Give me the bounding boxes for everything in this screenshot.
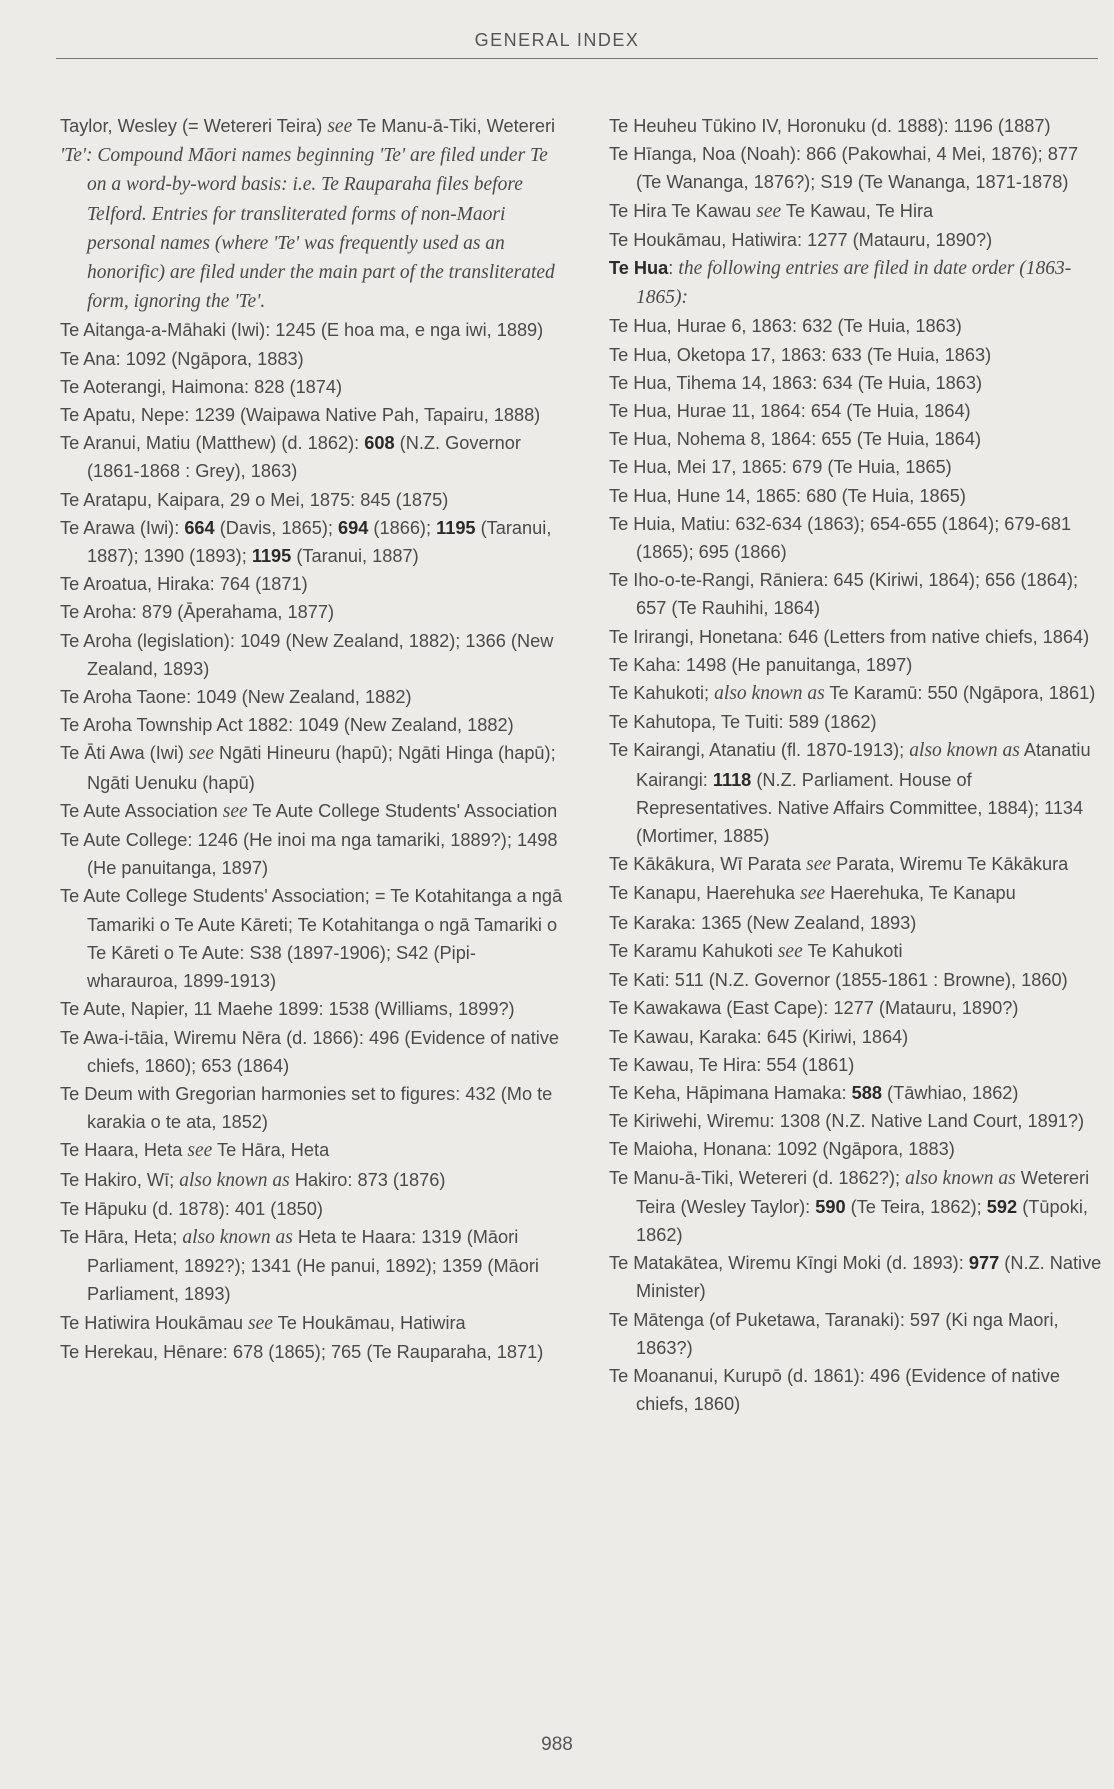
index-entry — [609, 966, 1104, 994]
index-entry-text: Te Houkāmau, Hatiwira — [272, 1312, 466, 1333]
header-rule — [56, 58, 1098, 59]
index-entry — [609, 254, 1104, 312]
index-entry — [60, 373, 565, 401]
index-entry-text: Te Aroha: 879 (Āperahama, 1877) — [60, 602, 335, 623]
index-entry — [60, 486, 565, 514]
index-entry-text: Te Moananui, Kurupō (d. 1861): 496 (Evidence of native chiefs, 1860) — [609, 1365, 1060, 1415]
index-entry — [60, 141, 565, 316]
index-entry-text: Te Aute College Students' Association — [247, 800, 558, 821]
page-number: 988 — [541, 1734, 573, 1755]
index-entry-text: Te Karaka: 1365 (New Zealand, 1893) — [609, 912, 917, 933]
index-entry-text: : — [668, 258, 679, 279]
index-entry — [60, 1136, 565, 1165]
index-entry-text: Te Kawau, Te Hira — [781, 200, 934, 221]
index-entry-text: (N.Z. Parliament. House of Representatives. Native Affairs Committee, 1884); 1134 (Mortimer, 1885) — [636, 769, 1084, 847]
index-entry — [609, 341, 1104, 369]
index-entry-italic: see — [756, 200, 782, 222]
index-entry-italic: see — [327, 116, 353, 137]
index-entry — [60, 995, 565, 1023]
index-entry-text: Te Hua, Oketopa 17, 1863: 633 (Te Huia, 1863) — [609, 344, 992, 365]
index-entry-bold: 1118 — [712, 769, 752, 790]
index-entry — [609, 1164, 1104, 1250]
index-entry-text: Te Kawau, Karaka: 645 (Kiriwi, 1864) — [609, 1026, 909, 1047]
index-entry-bold: 977 — [968, 1253, 1000, 1274]
index-entry-text: Te Kahukoti — [802, 940, 903, 961]
index-entry — [60, 1195, 565, 1223]
index-entry — [60, 683, 565, 711]
index-entry — [609, 1362, 1104, 1418]
index-entry — [609, 226, 1104, 254]
index-entry-text: Te Keha, Hāpimana Hamaka: — [609, 1082, 852, 1103]
index-entry-italic: see — [187, 1140, 213, 1162]
index-entry-bold: 592 — [986, 1196, 1018, 1217]
index-entry-italic: also known as — [179, 1169, 290, 1191]
index-entry — [609, 679, 1104, 708]
index-entry-text: Wetereri Teira (Wesley Taylor): — [636, 1167, 1090, 1217]
index-entry — [60, 627, 565, 683]
index-entry — [60, 514, 565, 570]
index-column-right — [609, 112, 1104, 1418]
running-header: GENERAL INDEX — [474, 30, 640, 50]
index-entry-italic: see — [222, 800, 248, 822]
index-entry — [60, 401, 565, 429]
index-entry-text: (N.Z. Governor (1861-1868 : Grey), 1863) — [87, 433, 521, 482]
index-entry-text: Taylor, Wesley (= Wetereri Teira) — [60, 116, 328, 136]
index-entry — [60, 316, 565, 344]
index-entry — [609, 112, 1104, 140]
index-entry — [609, 850, 1104, 879]
index-entry — [609, 312, 1104, 340]
index-entry-text: Te Irirangi, Honetana: 646 (Letters from native chiefs, 1864) — [609, 626, 1090, 647]
index-entry-text: Te Aroha Taone: 1049 (New Zealand, 1882) — [60, 687, 412, 708]
index-entry-text: Te Hatiwira Houkāmau — [60, 1312, 249, 1333]
index-entry-text: Te Heuheu Tūkino IV, Horonuku (d. 1888): 1196 (1887) — [609, 116, 1051, 136]
index-entry — [609, 623, 1104, 651]
index-entry-italic: the following entries are filed in date order (1863-1865): — [636, 258, 1072, 309]
index-entry-text: Te Apatu, Nepe: 1239 (Waipawa Native Pah, Tapairu, 1888) — [60, 405, 541, 426]
index-entry-text: (N.Z. Native Minister) — [636, 1253, 1102, 1302]
index-entry-bold: 664 — [184, 517, 215, 538]
index-entry-text: Te Hua, Hune 14, 1865: 680 (Te Huia, 1865) — [609, 485, 966, 506]
index-entry-text: Te Kaha: 1498 (He panuitanga, 1897) — [609, 654, 913, 675]
index-entry — [60, 1223, 565, 1309]
index-entry-text: Te Hīanga, Noa (Noah): 866 (Pakowhai, 4 Mei, 1876); 877 (Te Wananga, 1876?); S19 (Te Wananga, 1871-1878) — [609, 144, 1079, 193]
index-entry-text: Te Hua, Nohema 8, 1864: 655 (Te Huia, 1864) — [609, 429, 982, 450]
index-entry-text: Te Aute Association — [60, 800, 223, 821]
index-entry-bold: 1195 — [251, 546, 292, 567]
index-entry-text: Te Hua, Mei 17, 1865: 679 (Te Huia, 1865) — [609, 457, 952, 478]
index-entry-text: Te Hāpuku (d. 1878): 401 (1850) — [60, 1198, 323, 1219]
index-entry-text: (Tāwhiao, 1862) — [882, 1082, 1019, 1103]
index-entry-text: Te Hua, Hurae 6, 1863: 632 (Te Huia, 1863) — [609, 316, 962, 337]
index-entry — [60, 1024, 565, 1080]
index-entry-text: Te Manu-ā-Tiki, Wetereri — [352, 116, 556, 136]
index-entry-text: Te Herekau, Hēnare: 678 (1865); 765 (Te Rauparaha, 1871) — [60, 1341, 544, 1362]
index-entry-text: (Te Teira, 1862); — [845, 1196, 987, 1217]
index-entry — [609, 736, 1104, 850]
index-entry-text: (Taranui, 1887); 1390 (1893); — [87, 517, 552, 567]
index-entry-text: Te Deum with Gregorian harmonies set to figures: 432 (Mo te karakia o te ata, 1852) — [60, 1083, 553, 1133]
index-entry-italic: see — [248, 1312, 273, 1334]
index-entry-text: Te Awa-i-tāia, Wiremu Nēra (d. 1866): 496 (Evidence of native chiefs, 1860); 653 (1864) — [60, 1027, 560, 1076]
index-entry-text: Te Aratapu, Kaipara, 29 o Mei, 1875: 845 (1875) — [60, 489, 449, 510]
index-entry — [60, 1309, 565, 1338]
index-entry-text: Te Manu-ā-Tiki, Wetereri (d. 1862?); — [609, 1167, 906, 1188]
index-entry-italic: see — [800, 883, 826, 905]
index-entry-text: Te Kahukoti; — [609, 683, 715, 704]
index-entry-text: Heta te Haara: 1319 (Māori Parliament, 1892?); 1341 (He panui, 1892); 1359 (Māori Parliament, 1893) — [87, 1226, 539, 1305]
index-entry-text: Ngāti Hineuru (hapū); Ngāti Hinga (hapū); Ngāti Uenuku (hapū) — [87, 743, 556, 793]
index-entry-text: Te Kākākura, Wī Parata — [609, 854, 807, 875]
index-entry — [60, 1338, 565, 1366]
index-entry — [609, 1107, 1104, 1135]
index-entry-text: Te Aute, Napier, 11 Maehe 1899: 1538 (Williams, 1899?) — [60, 999, 515, 1020]
index-entry-bold: 590 — [815, 1196, 846, 1217]
index-entry-text: Hakiro: 873 (1876) — [289, 1169, 446, 1190]
index-entry — [60, 345, 565, 373]
index-entry — [60, 797, 565, 826]
index-entry-text: Te Kairangi, Atanatiu (fl. 1870-1913); — [609, 740, 910, 761]
index-entry-text: Te Karamū: 550 (Ngāpora, 1861) — [824, 683, 1096, 704]
index-entry-text: Te Hakiro, Wī; — [60, 1169, 180, 1190]
index-entry-text: Te Ana: 1092 (Ngāpora, 1883) — [60, 348, 304, 369]
index-entry-text: Te Hāra, Heta; — [60, 1226, 183, 1247]
index-entry-text: Te Kanapu, Haerehuka — [609, 883, 801, 904]
index-entry — [60, 1080, 565, 1136]
index-entry — [609, 1023, 1104, 1051]
index-entry-italic: also known as — [182, 1226, 293, 1248]
index-entry-text: Te Matakātea, Wiremu Kīngi Moki (d. 1893): — [609, 1253, 969, 1274]
index-entry-text: (Davis, 1865); — [214, 517, 338, 538]
index-entry-text: (1866); — [368, 517, 437, 538]
index-entry — [60, 1166, 565, 1195]
index-entry-italic: see — [806, 854, 832, 876]
index-entry-bold: Te Hua — [609, 258, 669, 279]
index-entry-text: Te Hua, Tihema 14, 1863: 634 (Te Huia, 1863) — [609, 372, 983, 393]
index-entry-text: Te Aute College Students' Association; = Te Kotahitanga a ngā Tamariki o Te Aute Kāreti; Te Kotahitanga o ngā Tamariki o Te Kāreti o Te Aute: S38 (1897-1906); S42 (Pipi-wharauroa, 1899-1913) — [60, 886, 563, 992]
index-entry-text: Atanatiu Kairangi: — [636, 740, 1091, 790]
index-entry — [609, 1306, 1104, 1362]
index-entry — [60, 882, 565, 995]
index-entry-text: Te Mātenga (of Puketawa, Taranaki): 597 (Ki nga Maori, 1863?) — [609, 1309, 1059, 1358]
index-entry — [609, 879, 1104, 908]
index-entry — [609, 909, 1104, 937]
index-entry — [609, 510, 1104, 566]
index-entry — [60, 598, 565, 626]
index-entry-text: Te Kawau, Te Hira: 554 (1861) — [609, 1054, 855, 1075]
index-entry-text: Te Hira Te Kawau — [609, 200, 757, 221]
index-entry-text: Te Houkāmau, Hatiwira: 1277 (Matauru, 1890?) — [609, 229, 993, 250]
index-entry-text: Te Karamu Kahukoti — [609, 940, 778, 961]
index-entry — [609, 1135, 1104, 1163]
index-entry-text: Te Kiriwehi, Wiremu: 1308 (N.Z. Native Land Court, 1891?) — [609, 1111, 1085, 1132]
index-entry — [609, 369, 1104, 397]
index-entry-text: Te Kawakawa (East Cape): 1277 (Matauru, 1890?) — [609, 998, 1019, 1019]
index-entry-text: Te Haara, Heta — [60, 1140, 188, 1161]
index-entry-bold: 608 — [364, 433, 395, 454]
index-entry — [60, 112, 565, 141]
index-column-left — [60, 112, 565, 1366]
index-entry — [60, 429, 565, 485]
index-entry-text: Te Aoterangi, Haimona: 828 (1874) — [60, 376, 343, 397]
index-entry-text: Te Hāra, Heta — [212, 1140, 330, 1161]
index-entry — [609, 1249, 1104, 1305]
index-entry — [609, 425, 1104, 453]
index-entry-italic: 'Te': Compound Māori names beginning 'Te' are filed under Te on a word-by-word basis: i.e. Te Rauparaha files before Telford. Entries for transliterated forms of non-Maori personal names (where 'Te' was frequently used as an honorific) are filed under the main part of the transliterated form, ignoring the 'Te'. — [60, 145, 555, 313]
index-entry-text: Haerehuka, Te Kanapu — [825, 883, 1016, 904]
index-entry-italic: see — [189, 743, 214, 765]
index-entry-text: Te Aitanga-a-Māhaki (Iwi): 1245 (E hoa ma, e nga iwi, 1889) — [60, 320, 544, 341]
index-entry-text: Te Maioha, Honana: 1092 (Ngāpora, 1883) — [609, 1139, 955, 1160]
index-entry-bold: 694 — [338, 517, 369, 538]
index-entry — [609, 397, 1104, 425]
index-entry — [609, 482, 1104, 510]
index-entry-text: Te Aroha Township Act 1882: 1049 (New Zealand, 1882) — [60, 715, 514, 736]
index-entry-text: (Taranui, 1887) — [291, 546, 419, 567]
index-entry — [609, 937, 1104, 966]
index-entry-text: Te Huia, Matiu: 632-634 (1863); 654-655 (1864); 679-681 (1865); 695 (1866) — [609, 513, 1072, 563]
index-entry-italic: also known as — [714, 683, 825, 705]
index-entry — [609, 140, 1104, 196]
index-entry — [609, 994, 1104, 1022]
index-entry — [609, 566, 1104, 622]
index-entry-italic: also known as — [905, 1167, 1016, 1189]
index-entry-bold: 588 — [851, 1082, 882, 1103]
index-entry-text: Te Hua, Hurae 11, 1864: 654 (Te Huia, 1864) — [609, 401, 971, 422]
index-entry — [60, 570, 565, 598]
index-entry — [60, 711, 565, 739]
index-entry-text: Te Iho-o-te-Rangi, Rāniera: 645 (Kiriwi, 1864); 656 (1864); 657 (Te Rauhihi, 1864) — [609, 570, 1079, 619]
index-entry-text: (Tūpoki, 1862) — [636, 1196, 1088, 1245]
index-entry-italic: see — [777, 940, 803, 962]
index-entry-text: Te Kati: 511 (N.Z. Governor (1855-1861 : Browne), 1860) — [609, 970, 1068, 991]
index-entry-text: Te Aroha (legislation): 1049 (New Zealand, 1882); 1366 (New Zealand, 1893) — [60, 630, 554, 679]
index-entry-text: Te Āti Awa (Iwi) — [60, 743, 190, 764]
index-entry-text: Te Kahutopa, Te Tuiti: 589 (1862) — [609, 712, 877, 733]
index-entry-italic: also known as — [909, 740, 1020, 762]
index-entry-bold: 1195 — [436, 517, 476, 538]
index-entry — [609, 1051, 1104, 1079]
index-entry — [609, 651, 1104, 679]
index-entry — [609, 197, 1104, 226]
index-entry-text: Te Aute College: 1246 (He inoi ma nga tamariki, 1889?); 1498 (He panuitanga, 1897) — [60, 830, 558, 879]
index-entry — [609, 453, 1104, 481]
index-entry — [609, 708, 1104, 736]
index-entry — [60, 739, 565, 796]
index-entry-text: Te Aranui, Matiu (Matthew) (d. 1862): — [60, 433, 365, 454]
index-entry-text: Te Arawa (Iwi): — [60, 517, 185, 538]
index-entry — [60, 826, 565, 882]
index-entry — [609, 1079, 1104, 1107]
index-entry-text: Parata, Wiremu Te Kākākura — [831, 854, 1069, 875]
index-entry-text: Te Aroatua, Hiraka: 764 (1871) — [60, 574, 308, 595]
